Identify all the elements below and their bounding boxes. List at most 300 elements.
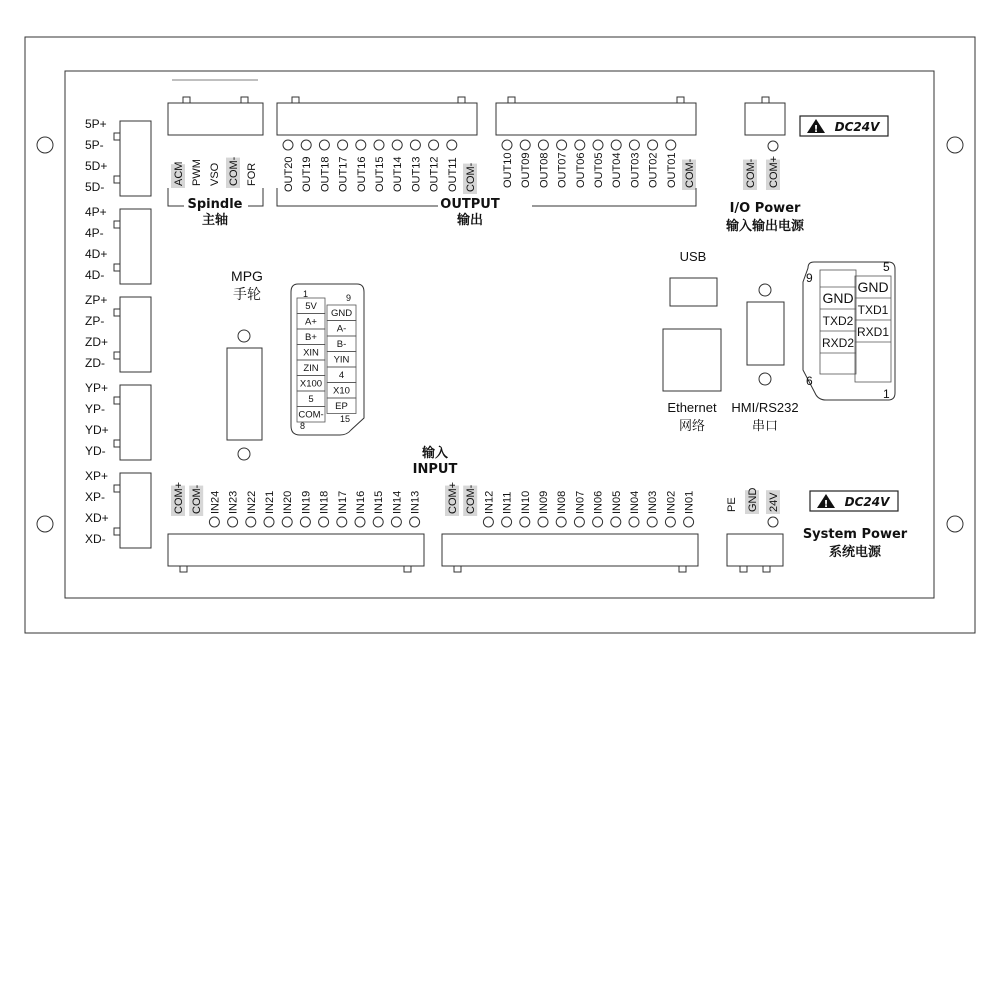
output-terminal-out01 xyxy=(666,140,676,150)
motor-connector-5 xyxy=(85,469,151,548)
input-pin-in15 xyxy=(373,491,385,514)
io-power-pin-com-text: COM+ xyxy=(768,155,780,188)
hmi-label-en: HMI/RS232 xyxy=(731,400,799,415)
output-pin-out19 xyxy=(301,157,313,192)
mpg-left-pin-com: COM- xyxy=(298,409,324,421)
input-pin-in03 xyxy=(647,491,659,514)
motor-connector-2-latch-top xyxy=(114,221,120,228)
io-power-badge-text: DC24V xyxy=(834,120,880,134)
motor-connector-1-latch-top xyxy=(114,133,120,140)
output-pin-out14-text: OUT14 xyxy=(392,156,405,192)
output-terminal-out08 xyxy=(538,140,548,150)
motor-connector-3 xyxy=(85,293,151,372)
output-pin-out20-text: OUT20 xyxy=(283,156,295,192)
output-pin-out18-text: OUT18 xyxy=(319,156,332,192)
ethernet-socket xyxy=(663,329,721,391)
mpg-right-pin-x10: X10 xyxy=(333,385,350,397)
mounting-hole-bottom-left xyxy=(37,516,53,532)
input-terminal-in07 xyxy=(574,517,584,527)
input-pin-in13-text: IN13 xyxy=(409,490,422,514)
motor-connectors xyxy=(85,117,151,548)
motor-connector-3-latch-top xyxy=(114,309,120,316)
system-power-pin-24v-text: 24V xyxy=(768,492,780,512)
output-pin-out03 xyxy=(629,153,641,188)
input-pin-in16-text: IN16 xyxy=(355,490,367,514)
input-terminal-in04 xyxy=(629,517,639,527)
input-pin-in06-text: IN06 xyxy=(592,490,605,514)
io-power-terminal xyxy=(768,141,778,151)
spindle-title-en: Spindle xyxy=(187,197,243,212)
mpg-port-body xyxy=(227,348,262,440)
input-pin-in06 xyxy=(593,491,605,514)
output-pin-out11 xyxy=(447,157,459,192)
input-pin-in11-text: IN11 xyxy=(501,491,514,514)
spindle-pin-pwm-text: PWM xyxy=(191,159,203,186)
input-pin-in05-text: IN05 xyxy=(610,490,623,514)
motor-pin-label: ZP+ xyxy=(85,293,108,307)
mpg-pin-number-9: 9 xyxy=(346,293,352,303)
mpg-right-pin-ep: EP xyxy=(335,401,348,412)
motor-connector-2 xyxy=(85,205,151,284)
input-pin-com-text: COM+ xyxy=(173,481,185,514)
motor-pin-label: 5D+ xyxy=(85,159,108,173)
output-latch-2b xyxy=(677,97,684,103)
output-terminal-out20 xyxy=(283,140,293,150)
input-pin-in23 xyxy=(228,491,240,514)
io-power-pin-com xyxy=(743,158,757,190)
output-pin-out05 xyxy=(593,153,605,188)
system-power-header xyxy=(727,534,783,566)
motor-connector-5-body xyxy=(120,473,151,548)
ethernet-label-cn: 网络 xyxy=(678,418,706,433)
mpg-left-pin-zin: ZIN xyxy=(303,363,319,374)
input-pin-in24-text: IN24 xyxy=(209,490,222,514)
input-terminal-in01 xyxy=(684,517,694,527)
output-pin-out06 xyxy=(575,153,587,188)
output-pin-out19-text: OUT19 xyxy=(301,156,314,192)
input-pin-in23-text: IN23 xyxy=(227,490,240,514)
output-pin-out13-text: OUT13 xyxy=(410,156,423,192)
input-pin-com-text: COM+ xyxy=(447,481,459,514)
rs232-right-pin-txd1: TXD1 xyxy=(857,303,889,317)
spindle-pin-com-text: COM- xyxy=(228,156,240,186)
mpg-right-pin-4: 4 xyxy=(338,370,345,381)
mpg-pin-number-8: 8 xyxy=(300,421,306,431)
output-header-1 xyxy=(277,103,477,135)
input-pin-in13 xyxy=(410,491,422,514)
io-power-connector xyxy=(725,97,888,234)
motor-pin-label: 4P- xyxy=(85,226,104,240)
input-pin-in12-text: IN12 xyxy=(483,490,496,514)
motor-pin-label: XP- xyxy=(85,490,106,504)
rs232-pin-number-6: 6 xyxy=(806,374,813,388)
output-terminal-out13 xyxy=(410,140,420,150)
output-pin-out14 xyxy=(392,157,404,192)
input-pin-in16 xyxy=(355,491,367,514)
output-header-2 xyxy=(496,103,696,135)
input-pin-in18-text: IN18 xyxy=(318,490,331,514)
mounting-hole-top-left xyxy=(37,137,53,153)
motor-pin-label: 5D- xyxy=(85,180,105,194)
motor-pin-label: 5P- xyxy=(85,138,104,152)
output-terminal-out18 xyxy=(319,140,329,150)
input-pin-com xyxy=(171,482,185,516)
input-pin-in11 xyxy=(502,492,514,514)
output-pin-out01-text: OUT01 xyxy=(665,152,678,188)
motor-connector-4-latch-bottom xyxy=(114,440,120,447)
mpg-screw-bottom xyxy=(238,448,250,460)
input-pin-in07-text: IN07 xyxy=(574,490,587,514)
input-pin-in04-text: IN04 xyxy=(629,490,641,514)
output-pin-out03-text: OUT03 xyxy=(629,152,642,188)
system-power-connector xyxy=(726,488,908,573)
output-pin-com xyxy=(463,162,477,194)
motor-pin-label: YD- xyxy=(85,444,106,458)
motor-connector-3-latch-bottom xyxy=(114,352,120,359)
mpg-right-pin-yin: YIN xyxy=(333,354,350,366)
motor-connector-2-body xyxy=(120,209,151,284)
motor-connector-1-body xyxy=(120,121,151,196)
hmi-screw-top xyxy=(759,284,771,296)
spindle-pin-acm-text: ACM xyxy=(173,161,185,186)
output-terminal-out05 xyxy=(593,140,603,150)
motor-pin-label: ZD- xyxy=(85,356,105,370)
output-latch-1a xyxy=(292,97,299,103)
mpg-right-pin-a: A- xyxy=(336,323,347,335)
input-pin-in14 xyxy=(391,491,403,514)
output-terminal-out03 xyxy=(629,140,639,150)
mpg-left-pin-b: B+ xyxy=(305,332,317,343)
motor-connector-1-latch-bottom xyxy=(114,176,120,183)
system-power-pin-pe-text: PE xyxy=(726,497,738,512)
output-pin-out04 xyxy=(611,153,623,188)
input-pin-com xyxy=(463,484,477,516)
input-header-2 xyxy=(442,534,698,566)
system-power-title-en: System Power xyxy=(802,527,908,542)
usb-label: USB xyxy=(679,249,707,264)
output-pin-out17-text: OUT17 xyxy=(337,156,350,192)
motor-pin-label: YD+ xyxy=(85,423,109,437)
input-terminal-in05 xyxy=(611,517,621,527)
system-power-badge xyxy=(810,491,898,511)
io-power-badge xyxy=(800,116,888,136)
hmi-socket xyxy=(747,302,784,365)
spindle-pin-acm xyxy=(171,162,185,188)
motor-connector-3-body xyxy=(120,297,151,372)
output-terminal-out16 xyxy=(356,140,366,150)
motor-pin-label: XD+ xyxy=(85,511,109,525)
output-terminal-out17 xyxy=(338,140,348,150)
output-title-en: OUTPUT xyxy=(440,197,500,212)
input-terminal-in18 xyxy=(319,517,329,527)
output-terminal-out06 xyxy=(575,140,585,150)
system-power-pin-gnd xyxy=(745,488,759,515)
ethernet-port xyxy=(663,329,721,433)
io-power-pin-com xyxy=(766,156,780,190)
input-pin-com xyxy=(445,482,459,516)
input-pin-in10-text: IN10 xyxy=(519,490,532,514)
input-terminal-in02 xyxy=(665,517,675,527)
spindle-pin-pwm xyxy=(191,159,203,186)
output-terminal-out12 xyxy=(429,140,439,150)
system-power-pin-24v xyxy=(766,490,780,514)
spindle-pin-for xyxy=(246,163,258,186)
mpg-pin-number-15: 15 xyxy=(340,414,351,424)
input-pin-in18 xyxy=(319,491,331,514)
output-pin-out07-text: OUT07 xyxy=(556,152,569,188)
output-pin-out08-text: OUT08 xyxy=(538,152,551,188)
input-terminal-in20 xyxy=(282,517,292,527)
input-pin-in07 xyxy=(574,491,586,514)
output-pin-out09-text: OUT09 xyxy=(520,152,533,188)
rs232-connector xyxy=(803,260,895,401)
input-pin-in04 xyxy=(629,491,641,514)
output-pin-out02-text: OUT02 xyxy=(647,152,660,188)
input-latch-2b xyxy=(679,566,686,572)
input-terminal-in06 xyxy=(593,517,603,527)
output-pin-out11-text: OUT11 xyxy=(446,157,459,192)
output-terminal-out11 xyxy=(447,140,457,150)
output-terminal-out02 xyxy=(648,140,658,150)
motor-connector-1 xyxy=(85,117,151,196)
output-pin-out05-text: OUT05 xyxy=(593,152,605,188)
system-power-terminal xyxy=(768,517,778,527)
input-pin-in12 xyxy=(483,491,495,514)
motor-pin-label: YP- xyxy=(85,402,106,416)
spindle-pin-com xyxy=(226,156,240,188)
system-power-latch-b xyxy=(763,566,770,572)
spindle-latch-right xyxy=(241,97,248,103)
output-terminal-out14 xyxy=(392,140,402,150)
mpg-title-cn: 手轮 xyxy=(233,286,261,302)
mpg-screw-top xyxy=(238,330,250,342)
input-terminal-in09 xyxy=(538,517,548,527)
output-latch-1b xyxy=(458,97,465,103)
rs232-right-pin-rxd1: RXD1 xyxy=(856,325,890,339)
mpg-left-pin-5v: 5V xyxy=(305,301,317,312)
output-pin-out06-text: OUT06 xyxy=(574,152,587,188)
spindle-title-cn: 主轴 xyxy=(201,213,229,228)
warning-icon-mark: ! xyxy=(813,124,819,135)
input-terminal-in08 xyxy=(556,517,566,527)
input-pin-in22-text: IN22 xyxy=(245,490,258,514)
input-pin-in19 xyxy=(300,491,312,514)
mpg-left-pin-xin: XIN xyxy=(303,347,319,359)
mpg-pin-number-1: 1 xyxy=(303,289,309,299)
mounting-hole-bottom-right xyxy=(947,516,963,532)
board-outline xyxy=(65,71,934,598)
rs232-pin-number-9: 9 xyxy=(806,271,813,285)
input-pin-in17-text: IN17 xyxy=(336,490,349,514)
input-pin-in03-text: IN03 xyxy=(647,490,660,514)
input-terminal-in24 xyxy=(209,517,219,527)
rs232-left-pin-txd2: TXD2 xyxy=(822,314,854,328)
io-power-header xyxy=(745,103,785,135)
rs232-right-pin-gnd: GND xyxy=(857,279,889,295)
output-pin-com-text: COM- xyxy=(465,162,477,192)
input-pin-in21 xyxy=(264,491,276,514)
input-terminal-in13 xyxy=(410,517,420,527)
hmi-label-cn: 串口 xyxy=(751,418,779,433)
ethernet-label-en: Ethernet xyxy=(667,400,717,415)
input-pin-in17 xyxy=(337,491,349,514)
warning-icon-mark: ! xyxy=(823,499,829,510)
spindle-latch-left xyxy=(183,97,190,103)
output-pin-out13 xyxy=(410,157,422,192)
mpg-right-pin-gnd: GND xyxy=(330,308,353,319)
mpg-left-pin-a: A+ xyxy=(305,316,317,328)
input-pin-in08 xyxy=(556,491,568,514)
system-power-badge-text: DC24V xyxy=(844,495,890,509)
output-pin-out18 xyxy=(319,157,331,192)
input-header-1 xyxy=(168,534,424,566)
output-title-cn: 输出 xyxy=(456,213,484,228)
output-terminal-out19 xyxy=(301,140,311,150)
output-latch-2a xyxy=(508,97,515,103)
output-pin-out01 xyxy=(666,153,678,188)
mpg-left-pin-x100: X100 xyxy=(299,378,323,390)
input-terminal-in22 xyxy=(246,517,256,527)
output-pin-com xyxy=(682,158,696,190)
output-pin-out16-text: OUT16 xyxy=(355,156,368,192)
input-title-en: INPUT xyxy=(412,462,458,477)
input-latch-2a xyxy=(454,566,461,572)
system-power-title-cn: 系统电源 xyxy=(828,545,882,560)
spindle-connector xyxy=(168,80,263,228)
input-terminal-in23 xyxy=(228,517,238,527)
output-pin-com-text: COM- xyxy=(684,158,696,188)
output-terminal-out09 xyxy=(520,140,530,150)
io-power-pin-com-text: COM- xyxy=(745,158,757,188)
input-terminal-in19 xyxy=(300,517,310,527)
output-pin-out15 xyxy=(374,157,386,192)
input-pin-in14-text: IN14 xyxy=(391,490,404,514)
system-power-latch-a xyxy=(740,566,747,572)
input-pin-in01-text: IN01 xyxy=(683,490,696,514)
spindle-header xyxy=(168,103,263,135)
output-pin-out12-text: OUT12 xyxy=(428,156,441,192)
input-terminal-in16 xyxy=(355,517,365,527)
usb-socket xyxy=(670,278,717,306)
input-pin-in08-text: IN08 xyxy=(556,490,569,514)
input-pin-in22 xyxy=(246,491,258,514)
output-pin-out04-text: OUT04 xyxy=(611,152,624,188)
motor-connector-5-latch-bottom xyxy=(114,528,120,535)
output-pin-out16 xyxy=(356,157,368,192)
motor-pin-label: 4D- xyxy=(85,268,105,282)
rs232-left-pin-rxd2: RXD2 xyxy=(821,336,855,350)
motor-pin-label: 4D+ xyxy=(85,247,108,261)
rs232-pin-number-5: 5 xyxy=(883,260,890,274)
output-pin-out10-text: OUT10 xyxy=(502,152,514,188)
system-power-pin-gnd-text: GND xyxy=(747,487,759,512)
output-pin-out10 xyxy=(502,153,514,188)
input-connectors xyxy=(168,445,698,572)
motor-pin-label: ZP- xyxy=(85,314,105,328)
rs232-pin-number-1: 1 xyxy=(883,387,890,401)
mounting-hole-top-right xyxy=(947,137,963,153)
input-terminal-in12 xyxy=(483,517,493,527)
input-latch-1a xyxy=(180,566,187,572)
input-terminal-in17 xyxy=(337,517,347,527)
motor-connector-5-latch-top xyxy=(114,485,120,492)
input-pin-in09-text: IN09 xyxy=(538,490,550,514)
input-pin-in05 xyxy=(611,491,623,514)
motor-pin-label: 5P+ xyxy=(85,117,107,131)
input-pin-in20-text: IN20 xyxy=(282,490,295,514)
mpg-left-pin-5: 5 xyxy=(308,394,314,405)
io-power-title-en: I/O Power xyxy=(729,201,801,216)
input-pin-com-text: COM- xyxy=(465,484,478,514)
usb-port xyxy=(670,249,717,306)
input-title-cn: 输入 xyxy=(421,446,449,461)
input-pin-in10 xyxy=(520,491,532,514)
input-pin-in02-text: IN02 xyxy=(665,490,678,514)
hmi-screw-bottom xyxy=(759,373,771,385)
rs232-left-pin-gnd: GND xyxy=(822,290,854,306)
output-terminal-out10 xyxy=(502,140,512,150)
output-pin-out08 xyxy=(538,153,550,188)
output-terminal-out04 xyxy=(611,140,621,150)
motor-pin-label: XD- xyxy=(85,532,106,546)
spindle-pin-vso xyxy=(209,162,221,186)
motor-pin-label: 4P+ xyxy=(85,205,107,219)
hmi-port xyxy=(731,284,798,433)
motor-connector-2-latch-bottom xyxy=(114,264,120,271)
output-pin-out17 xyxy=(338,157,350,192)
input-pin-in20 xyxy=(282,491,294,514)
input-latch-1b xyxy=(404,566,411,572)
input-pin-in19-text: IN19 xyxy=(300,490,313,514)
input-pin-in24 xyxy=(209,491,221,514)
mpg-connector xyxy=(227,268,364,460)
motor-connector-4-body xyxy=(120,385,151,460)
input-terminal-in10 xyxy=(520,517,530,527)
output-pin-out15-text: OUT15 xyxy=(374,156,386,192)
input-terminal-in21 xyxy=(264,517,274,527)
io-power-title-cn: 输入输出电源 xyxy=(725,219,805,234)
output-pin-out20 xyxy=(283,157,295,192)
input-terminal-in11 xyxy=(502,517,512,527)
mpg-title-en: MPG xyxy=(231,268,263,284)
mpg-right-pin-b: B- xyxy=(336,339,347,350)
output-terminal-out07 xyxy=(557,140,567,150)
spindle-pin-vso-text: VSO xyxy=(209,162,221,186)
input-terminal-in15 xyxy=(373,517,383,527)
output-pin-out12 xyxy=(429,157,441,192)
output-pin-out07 xyxy=(557,153,569,188)
output-pin-out09 xyxy=(520,153,532,188)
motor-connector-4-latch-top xyxy=(114,397,120,404)
output-connectors xyxy=(277,97,696,228)
motor-connector-4 xyxy=(85,381,151,460)
input-pin-in15-text: IN15 xyxy=(373,490,386,514)
input-pin-com xyxy=(189,484,203,516)
input-terminal-in03 xyxy=(647,517,657,527)
output-pin-out02 xyxy=(648,153,660,188)
spindle-pin-for-text: FOR xyxy=(246,162,258,186)
output-terminal-out15 xyxy=(374,140,384,150)
input-pin-in21-text: IN21 xyxy=(264,490,276,514)
system-power-pin-pe xyxy=(726,497,738,512)
input-pin-in01 xyxy=(684,491,696,514)
input-pin-in02 xyxy=(665,491,677,514)
input-pin-com-text: COM- xyxy=(191,484,204,514)
io-power-latch xyxy=(762,97,769,103)
input-pin-in09 xyxy=(538,491,550,514)
motor-pin-label: YP+ xyxy=(85,381,109,395)
motor-pin-label: ZD+ xyxy=(85,335,109,349)
